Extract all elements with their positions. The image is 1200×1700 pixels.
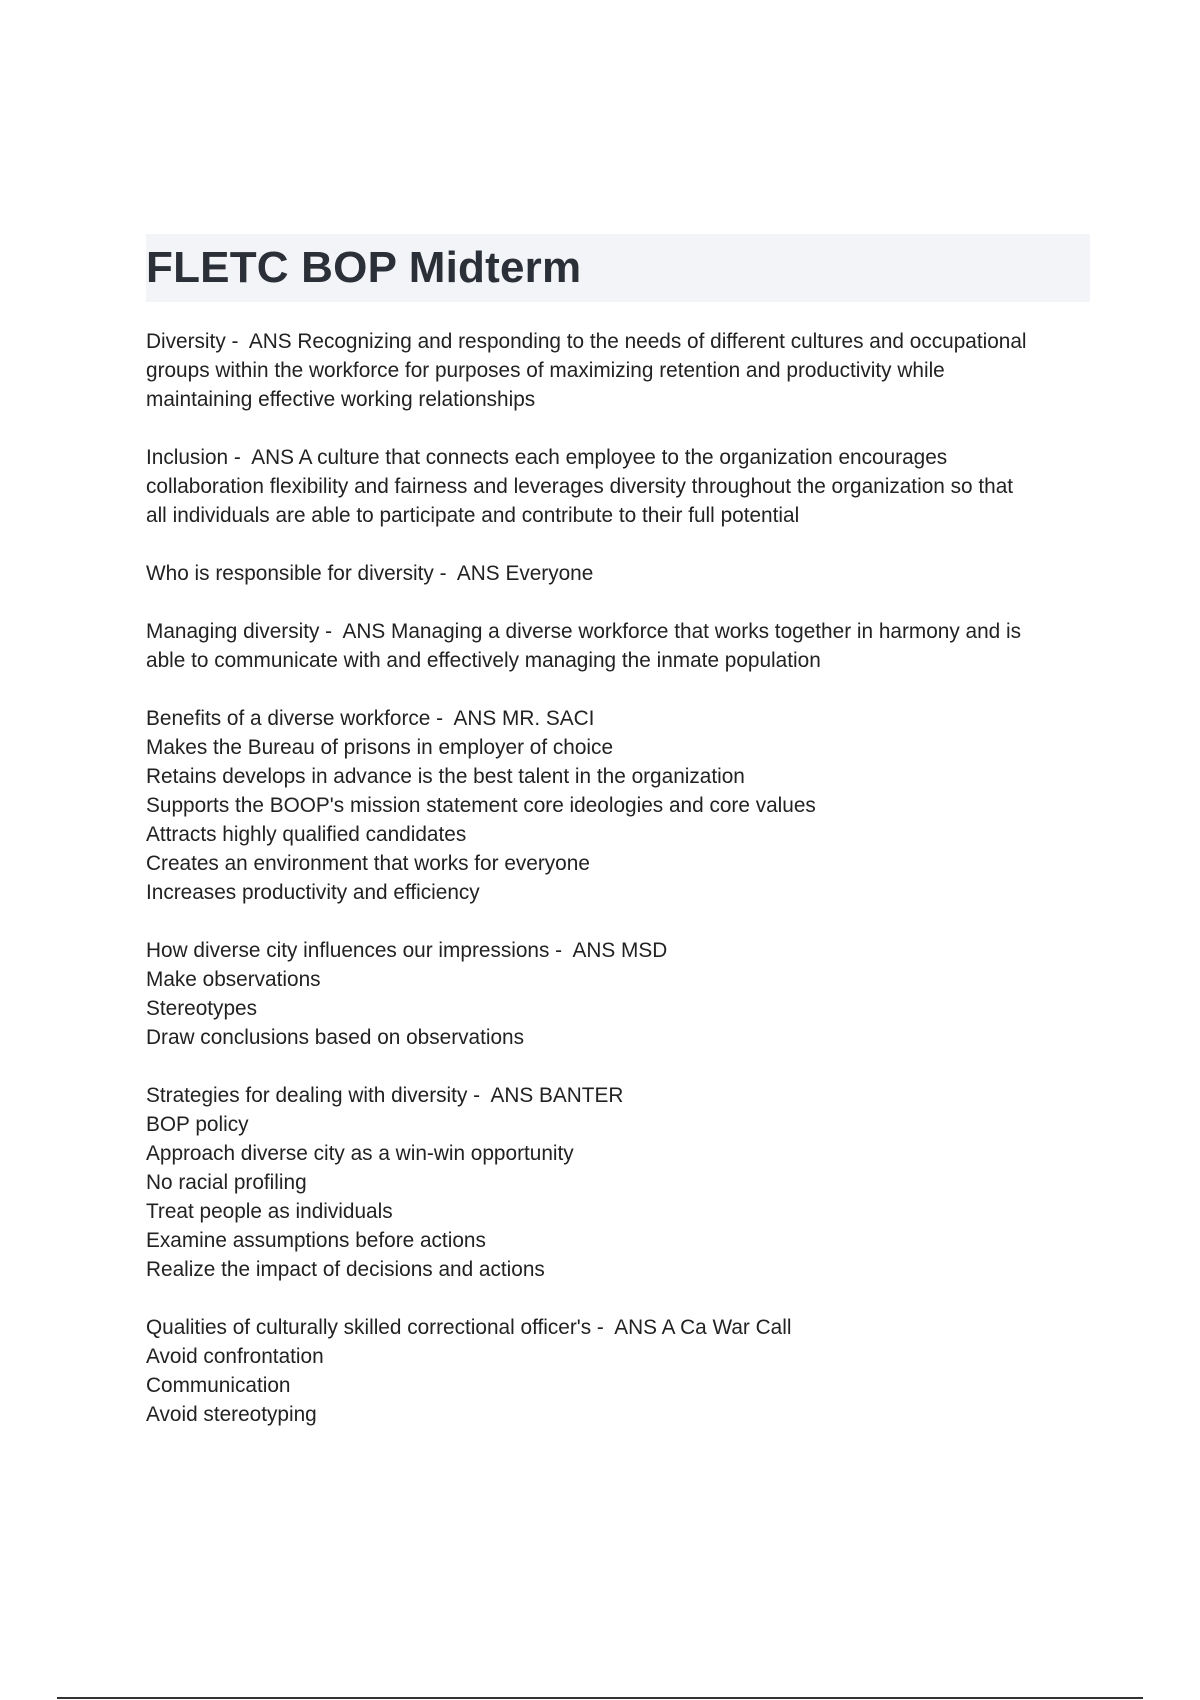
- document-body: [146, 327, 1096, 1458]
- entry-detail-line: BOP policy: [146, 1113, 249, 1136]
- entry-detail-line: Stereotypes: [146, 997, 257, 1020]
- entry-detail-line: Approach diverse city as a win-win opportunity: [146, 1142, 574, 1165]
- entry-detail-line: Increases productivity and efficiency: [146, 881, 480, 904]
- entry-detail-line: Make observations: [146, 968, 321, 991]
- qa-entry: [146, 704, 1096, 907]
- entry-detail-line: Creates an environment that works for everyone: [146, 852, 590, 875]
- entry-detail-line: Examine assumptions before actions: [146, 1229, 486, 1252]
- entry-detail-line: Communication: [146, 1374, 291, 1397]
- entry-question-line: Inclusion - ANS A culture that connects each employee to the organization encourages: [146, 446, 948, 469]
- entry-question-line: Who is responsible for diversity - ANS Everyone: [146, 562, 594, 585]
- entry-detail-line: Avoid confrontation: [146, 1345, 324, 1368]
- document-title: FLETC BOP Midterm: [146, 243, 582, 292]
- entry-detail-line: groups within the workforce for purposes of maximizing retention and productivity while: [146, 359, 945, 382]
- entry-detail-line: Supports the BOOP's mission statement core ideologies and core values: [146, 794, 816, 817]
- qa-entry: [146, 559, 1096, 588]
- entry-detail-line: all individuals are able to participate and contribute to their full potential: [146, 504, 800, 527]
- entry-detail-line: No racial profiling: [146, 1171, 307, 1194]
- qa-entry: [146, 936, 1096, 1052]
- qa-entry: [146, 617, 1096, 675]
- qa-entry: [146, 1081, 1096, 1284]
- entry-detail-line: Makes the Bureau of prisons in employer of choice: [146, 736, 614, 759]
- entry-detail-line: Treat people as individuals: [146, 1200, 393, 1223]
- entry-question-line: Benefits of a diverse workforce - ANS MR. SACI: [146, 707, 595, 730]
- entry-detail-line: Avoid stereotyping: [146, 1403, 317, 1426]
- entry-detail-line: Draw conclusions based on observations: [146, 1026, 525, 1049]
- entry-detail-line: Realize the impact of decisions and actions: [146, 1258, 545, 1281]
- entry-detail-line: maintaining effective working relationships: [146, 388, 536, 411]
- qa-entry: [146, 1313, 1096, 1429]
- entry-question-line: Diversity - ANS Recognizing and responding to the needs of different cultures and occupational: [146, 330, 1027, 353]
- qa-entry: [146, 327, 1096, 414]
- entry-question-line: Qualities of culturally skilled correctional officer's - ANS A Ca War Call: [146, 1316, 792, 1339]
- entry-detail-line: Attracts highly qualified candidates: [146, 823, 467, 846]
- entry-detail-line: Retains develops in advance is the best talent in the organization: [146, 765, 745, 788]
- title-banner: [146, 234, 1090, 302]
- entry-question-line: Strategies for dealing with diversity - ANS BANTER: [146, 1084, 624, 1107]
- footer-divider: [57, 1697, 1143, 1699]
- qa-entry: [146, 443, 1096, 530]
- entry-detail-line: collaboration flexibility and fairness and leverages diversity throughout the organization so that: [146, 475, 1014, 498]
- entry-detail-line: able to communicate with and effectively managing the inmate population: [146, 649, 821, 672]
- entry-question-line: Managing diversity - ANS Managing a diverse workforce that works together in harmony and is: [146, 620, 1022, 643]
- entry-question-line: How diverse city influences our impressions - ANS MSD: [146, 939, 668, 962]
